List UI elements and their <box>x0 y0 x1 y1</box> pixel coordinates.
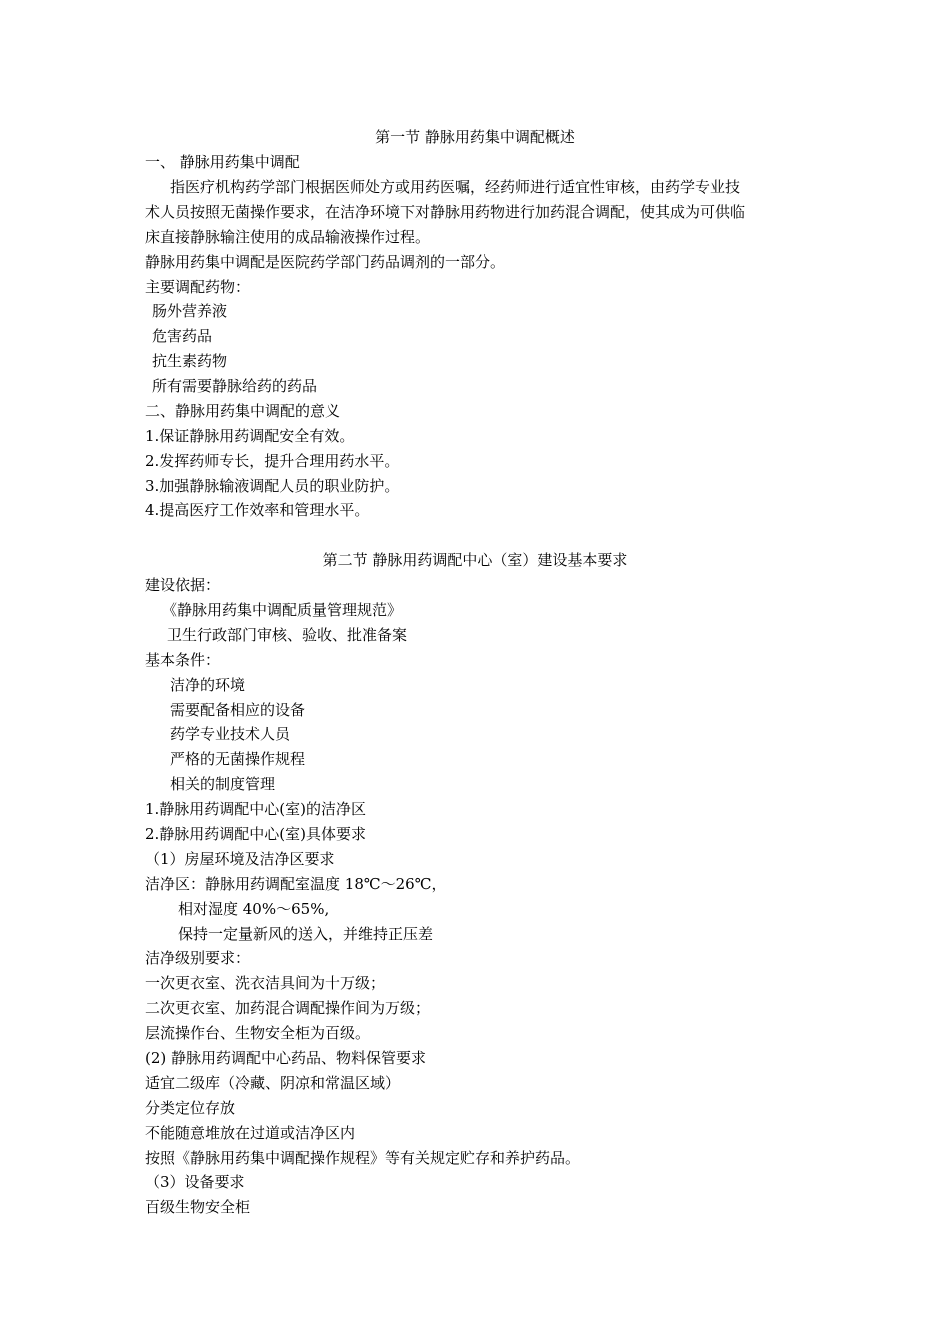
clean-zone-line: 洁净区：静脉用药调配室温度 18℃～26℃， <box>145 875 447 893</box>
main-drug-item: 肠外营养液 <box>152 302 228 320</box>
sub1-heading: 一、 静脉用药集中调配 <box>145 153 300 171</box>
sub-item-1: （1）房屋环境及洁净区要求 <box>145 850 335 868</box>
definition-line-2: 术人员按照无菌操作要求，在洁净环境下对静脉用药物进行加药混合调配，使其成为可供临 <box>145 203 746 221</box>
definition-line-3: 床直接静脉输注使用的成品输液操作过程。 <box>145 228 431 246</box>
storage-item: 适宜二级库（冷藏、阴凉和常温区域） <box>145 1074 401 1092</box>
condition-item: 洁净的环境 <box>170 676 246 694</box>
condition-item: 药学专业技术人员 <box>170 725 291 743</box>
storage-item: 不能随意堆放在过道或洁净区内 <box>145 1124 356 1142</box>
significance-item: 3.加强静脉输液调配人员的职业防护。 <box>145 477 400 495</box>
sub-item-3: （3）设备要求 <box>145 1173 245 1191</box>
air-line: 保持一定量新风的送入，并维持正压差 <box>178 925 434 943</box>
storage-item: 按照《静脉用药集中调配操作规程》等有关规定贮存和养护药品。 <box>145 1149 581 1167</box>
condition-item: 需要配备相应的设备 <box>170 701 306 719</box>
conditions-label: 基本条件： <box>145 651 221 669</box>
main-drugs-label: 主要调配药物： <box>145 278 251 296</box>
item-1: 1.静脉用药调配中心(室)的洁净区 <box>145 800 367 818</box>
significance-item: 2.发挥药师专长，提升合理用药水平。 <box>145 452 400 470</box>
definition-line-1: 指医疗机构药学部门根据医师处方或用药医嘱，经药师进行适宜性审核，由药学专业技 <box>170 178 741 196</box>
condition-item: 相关的制度管理 <box>170 775 276 793</box>
section2-title: 第二节 静脉用药调配中心（室）建设基本要求 <box>322 551 628 569</box>
humidity-line: 相对湿度 40%～65%, <box>178 900 330 918</box>
level-item: 层流操作台、生物安全柜为百级。 <box>145 1024 371 1042</box>
sub-item-2: (2) 静脉用药调配中心药品、物料保管要求 <box>145 1049 427 1067</box>
main-drug-item: 所有需要静脉给药的药品 <box>152 377 318 395</box>
condition-item: 严格的无菌操作规程 <box>170 750 306 768</box>
basis-item: 卫生行政部门审核、验收、批准备案 <box>167 626 408 644</box>
level-item: 二次更衣室、加药混合调配操作间为万级； <box>145 999 431 1017</box>
part-statement: 静脉用药集中调配是医院药学部门药品调剂的一部分。 <box>145 253 506 271</box>
significance-item: 4.提高医疗工作效率和管理水平。 <box>145 501 370 519</box>
storage-item: 分类定位存放 <box>145 1099 236 1117</box>
sub2-heading: 二、静脉用药集中调配的意义 <box>145 402 341 420</box>
level-label: 洁净级别要求： <box>145 949 251 967</box>
level-item: 一次更衣室、洗衣洁具间为十万级； <box>145 974 386 992</box>
item-2: 2.静脉用药调配中心(室)具体要求 <box>145 825 367 843</box>
equipment-item: 百级生物安全柜 <box>145 1198 251 1216</box>
significance-item: 1.保证静脉用药调配安全有效。 <box>145 427 355 445</box>
basis-item: 《静脉用药集中调配质量管理规范》 <box>162 601 403 619</box>
main-drug-item: 抗生素药物 <box>152 352 228 370</box>
section1-title: 第一节 静脉用药集中调配概述 <box>375 128 575 146</box>
main-drug-item: 危害药品 <box>152 327 213 345</box>
basis-label: 建设依据： <box>145 576 221 594</box>
